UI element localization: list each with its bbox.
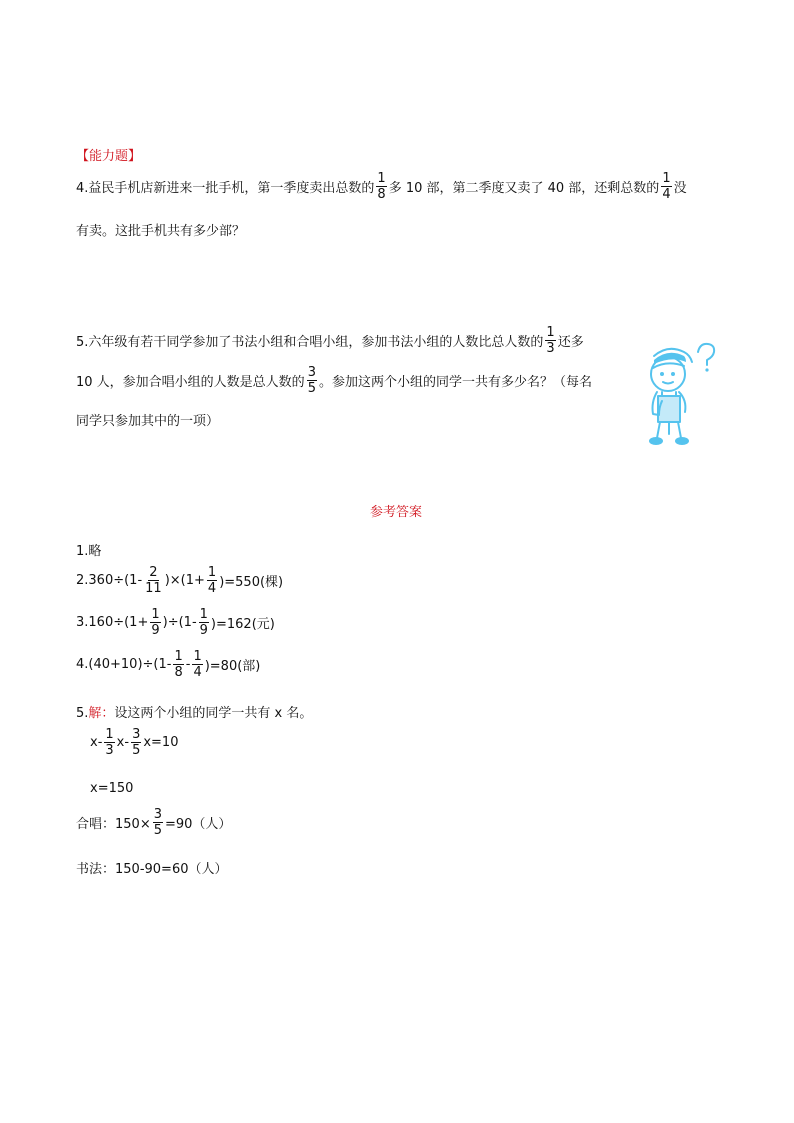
answer-2-fraction-2: $\frac{1}{4}$ [207, 565, 217, 596]
answers-title: 参考答案 [370, 505, 423, 520]
answer-5-equation-1 [90, 728, 178, 757]
answer-5-eq-text-c: x=10 [143, 735, 179, 750]
answer-5-calligraphy: 书法：150-90=60（人） [76, 862, 228, 877]
question-4-text-b: 多 10 部，第二季度又卖了 40 部，还剩总数的 [388, 181, 660, 196]
answer-5-text: 设这两个小组的同学一共有 x 名。 [114, 706, 313, 721]
answer-2-text-a: 2.360÷(1- [76, 573, 143, 588]
question-4-line-1 [76, 172, 687, 201]
answer-5-choir-fraction: $\frac{3}{5}$ [153, 807, 162, 838]
answer-5-eq-text-b: x- [116, 735, 130, 750]
section-heading: 【能力题】 [76, 149, 142, 164]
answer-5-equation-2: x=150 [90, 781, 134, 796]
question-5-fraction-2: $\frac{3}{5}$ [307, 365, 316, 396]
question-4-fraction-1: $\frac{1}{8}$ [377, 171, 386, 202]
answer-5-jie: 解： [88, 706, 115, 721]
answer-5-choir-text-b: =90（人） [165, 817, 232, 832]
answer-5-eq-text-a: x- [90, 735, 103, 750]
answer-3-fraction-2: $\frac{1}{9}$ [199, 607, 208, 638]
question-5-text-b: 还多 [557, 335, 584, 350]
question-5-line-2 [76, 366, 592, 395]
answer-4-fraction-1: $\frac{1}{8}$ [174, 649, 183, 680]
question-5-fraction-1: $\frac{1}{3}$ [546, 325, 555, 356]
answer-3-text-a: 3.160÷(1+ [76, 615, 149, 630]
answer-4-text-c: )=80(部) [204, 659, 261, 674]
answer-2-text-b: )×(1+ [164, 573, 205, 588]
answer-5-label: 5. [76, 706, 89, 721]
question-4-fraction-2: $\frac{1}{4}$ [662, 171, 671, 202]
answer-4-fraction-2: $\frac{1}{4}$ [193, 649, 202, 680]
answer-5-intro [76, 702, 312, 721]
question-4-line-2: 有卖。这批手机共有多少部？ [76, 224, 246, 239]
cartoon-boy-question-illustration [640, 338, 720, 453]
answer-5-eq-fraction-1: $\frac{1}{3}$ [105, 727, 114, 758]
answer-3-fraction-1: $\frac{1}{9}$ [151, 607, 160, 638]
answer-4-text-a: 4.(40+10)÷(1- [76, 657, 172, 672]
answer-5-eq-fraction-2: $\frac{3}{5}$ [132, 727, 141, 758]
question-5-text-c: 10 人，参加合唱小组的人数是总人数的 [76, 375, 305, 390]
answer-2 [76, 566, 283, 595]
question-5-text-d: 。参加这两个小组的同学一共有多少名？（每名 [318, 375, 592, 390]
answer-4-text-b: - [185, 657, 191, 672]
question-4-text-c: 没 [673, 181, 687, 196]
answer-3 [76, 608, 275, 637]
answer-1: 1.略 [76, 544, 102, 559]
question-5-line-1 [76, 326, 584, 355]
question-5-text-a: 5.六年级有若干同学参加了书法小组和合唱小组，参加书法小组的人数比总人数的 [76, 335, 544, 350]
answer-5-choir-text-a: 合唱：150× [76, 817, 151, 832]
question-4-text-a: 4.益民手机店新进来一批手机，第一季度卖出总数的 [76, 181, 375, 196]
answer-3-text-c: )=162(元) [210, 617, 275, 632]
answer-4 [76, 650, 260, 679]
question-5-line-3: 同学只参加其中的一项） [76, 414, 220, 429]
answer-2-text-c: )=550(棵) [219, 575, 284, 590]
answer-2-fraction-1: $\frac{2}{11}$ [145, 565, 162, 596]
answer-5-choir [76, 808, 231, 837]
answer-3-text-b: )÷(1- [162, 615, 197, 630]
